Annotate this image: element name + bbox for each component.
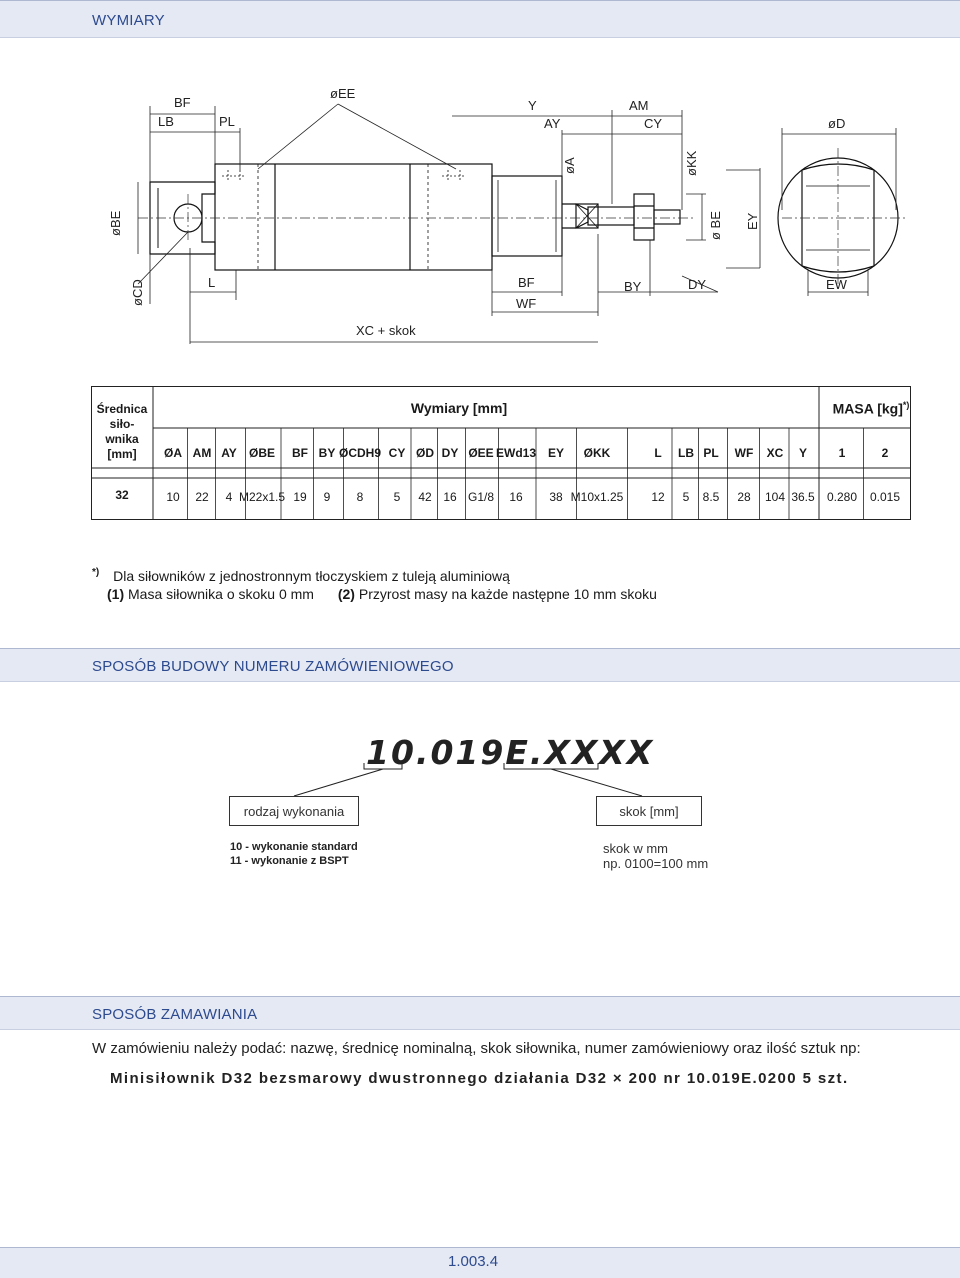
column-header: Y [798, 446, 808, 460]
column-header: CY [388, 446, 406, 460]
column-header: 1 [838, 446, 846, 460]
table-cell: 36.5 [791, 490, 815, 504]
diameter-header-1: Średnica [96, 402, 148, 416]
section-title: SPOSÓB ZAMAWIANIA [92, 1006, 258, 1023]
label-wf: WF [516, 296, 537, 311]
dimensions-table [91, 386, 911, 520]
label-by: BY [624, 279, 642, 294]
label-a: øA [562, 157, 577, 174]
label-cy: CY [644, 116, 663, 131]
column-header: AY [221, 446, 237, 460]
table-cell: 5 [393, 490, 401, 504]
stroke-desc-2: np. 0100=100 mm [603, 856, 709, 871]
label-lb: LB [158, 114, 174, 129]
table-cell: 8.5 [702, 490, 720, 504]
label-be-right: ø BE [708, 211, 723, 240]
column-header: BY [318, 446, 336, 460]
table-cell: 5 [682, 490, 690, 504]
label-ee: øEE [330, 86, 356, 101]
cylinder-technical-drawing [0, 44, 960, 384]
order-code-brackets [0, 755, 960, 835]
type-option-1: 10 - wykonanie standard [230, 841, 358, 853]
page-number: 1.003.4 [448, 1253, 499, 1270]
column-header: ØEE [468, 446, 494, 460]
column-header: AM [192, 446, 212, 460]
column-header: PL [703, 446, 719, 460]
type-box: rodzaj wykonania [229, 796, 359, 826]
table-cell: 28 [737, 490, 751, 504]
label-be-left: øBE [108, 210, 123, 236]
diameter-header-4: [mm] [107, 447, 137, 461]
stroke-box: skok [mm] [596, 796, 702, 826]
label-bf-top: BF [174, 95, 191, 110]
label-bf-bottom: BF [518, 275, 535, 290]
page-footer [0, 1247, 960, 1278]
table-cell: 22 [195, 490, 209, 504]
table-cell: G1/8 [467, 490, 495, 504]
label-am: AM [629, 98, 649, 113]
table-cell: 8 [356, 490, 364, 504]
column-header: BF [292, 446, 308, 460]
label-l: L [208, 275, 216, 290]
type-option-2: 11 - wykonanie z BSPT [230, 855, 349, 867]
table-cell: M10x1.25 [570, 490, 624, 504]
column-header: ØD [416, 446, 434, 460]
column-header: XC [766, 446, 784, 460]
table-cell: 104 [764, 490, 786, 504]
table-cell: 42 [418, 490, 432, 504]
column-header: DY [441, 446, 459, 460]
section-header-order-code [0, 648, 960, 682]
row-diameter: 32 [115, 488, 129, 502]
ordering-instruction: W zamówieniu należy podać: nazwę, średnicę nominalną, skok siłownika, numer zamówieniowy oraz ilość sztuk np: [92, 1040, 861, 1057]
section-title: WYMIARY [92, 12, 165, 29]
order-code: 10.019E.XXXX [366, 733, 655, 772]
label-pl: PL [219, 114, 235, 129]
label-ay: AY [544, 116, 561, 131]
column-header: ØKK [583, 446, 611, 460]
column-header: ØBE [248, 446, 276, 460]
section-header-dimensions [0, 0, 960, 38]
stroke-desc-1: skok w mm [603, 841, 668, 856]
diameter-header-2: siło- [109, 417, 135, 431]
table-cell: 10 [166, 490, 180, 504]
column-header: ØCDH9 [338, 446, 382, 460]
column-header: LB [678, 446, 694, 460]
section-title: SPOSÓB BUDOWY NUMERU ZAMÓWIENIOWEGO [92, 658, 454, 675]
column-header: EWd13 [495, 446, 537, 460]
table-cell: 38 [549, 490, 563, 504]
column-header: WF [734, 446, 754, 460]
label-ey: EY [745, 212, 760, 230]
label-ew: EW [826, 277, 847, 292]
table-cell: M22x1.5 [238, 490, 286, 504]
label-kk: øKK [684, 150, 699, 176]
column-header: 2 [881, 446, 889, 460]
table-cell: 19 [293, 490, 307, 504]
note-line-2: (1) Masa siłownika o skoku 0 mm (2) Przyrost masy na każde następne 10 mm skoku [107, 586, 657, 602]
ordering-example: Minisiłownik D32 bezsmarowy dwustronnego działania D32 × 200 nr 10.019E.0200 5 szt. [110, 1070, 849, 1087]
note-line-1: *) Dla siłowników z jednostronnym tłoczyskiem z tuleją aluminiową [92, 567, 510, 584]
diameter-header-3: wnika [105, 432, 139, 446]
table-cell: 0.015 [869, 490, 901, 504]
section-header-ordering [0, 996, 960, 1030]
table-cell: 16 [443, 490, 457, 504]
column-header: EY [547, 446, 565, 460]
table-cell: 9 [323, 490, 331, 504]
label-cd: øCD [130, 279, 145, 306]
table-cell: 12 [651, 490, 665, 504]
table-cell: 0.280 [826, 490, 858, 504]
table-cell: 4 [225, 490, 233, 504]
label-y: Y [528, 98, 537, 113]
column-header: ØA [164, 446, 182, 460]
label-dy: DY [688, 277, 707, 292]
label-xc: XC + skok [356, 323, 416, 338]
label-d: øD [828, 116, 846, 131]
dimensions-header: Wymiary [mm] [410, 400, 508, 416]
mass-header: MASA [kg]*) [832, 400, 910, 417]
table-cell: 16 [509, 490, 523, 504]
column-header: L [654, 446, 662, 460]
